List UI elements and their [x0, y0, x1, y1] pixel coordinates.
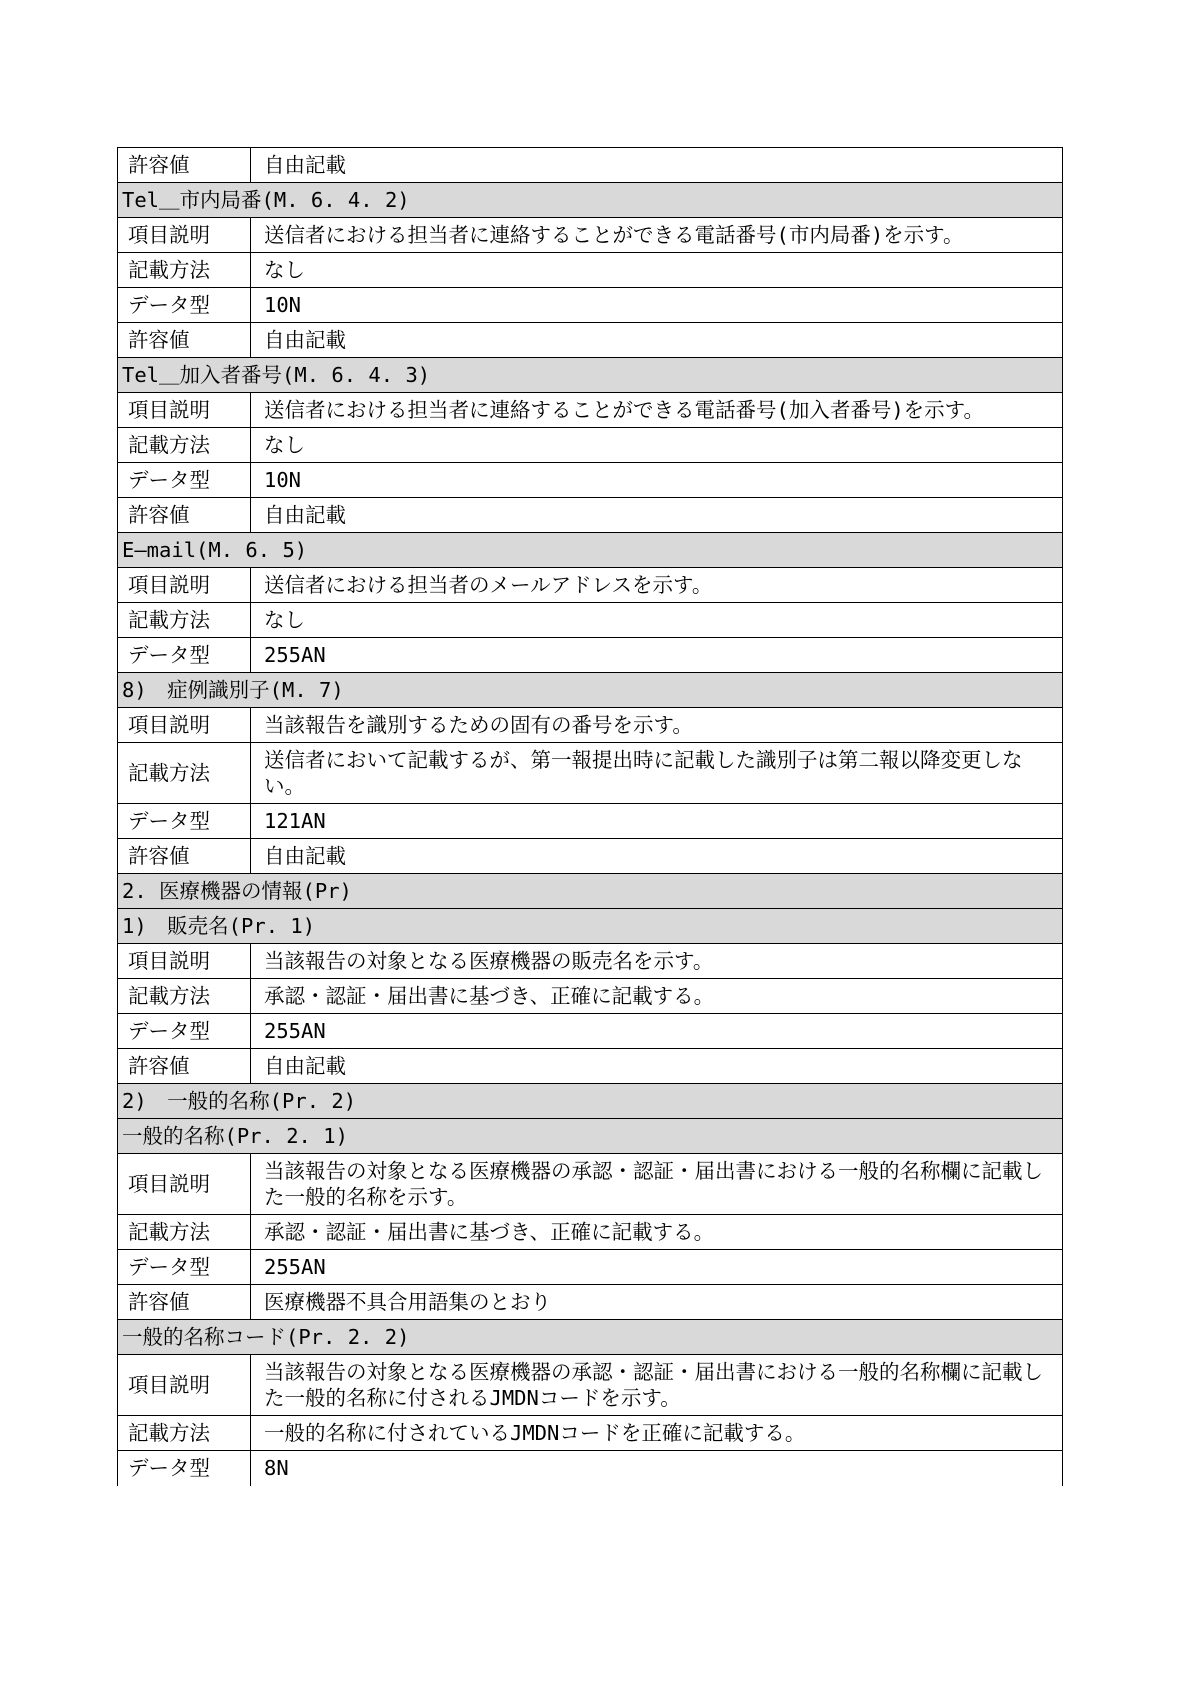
section-title: 1) 販売名(Pr. 1)	[118, 909, 1063, 944]
field-value: 121AN	[251, 804, 1063, 839]
field-label: 項目説明	[118, 1154, 251, 1215]
field-label: 記載方法	[118, 1215, 251, 1250]
field-label: データ型	[118, 804, 251, 839]
field-value: 送信者における担当者に連絡することができる電話番号(加入者番号)を示す。	[251, 393, 1063, 428]
field-label: 記載方法	[118, 253, 251, 288]
field-row	[118, 253, 1063, 288]
field-value: 承認・認証・届出書に基づき、正確に記載する。	[251, 979, 1063, 1014]
field-row	[118, 1355, 1063, 1416]
field-value: 送信者における担当者に連絡することができる電話番号(市内局番)を示す。	[251, 218, 1063, 253]
field-row	[118, 944, 1063, 979]
field-label: データ型	[118, 1014, 251, 1049]
section-header-row	[118, 183, 1063, 218]
field-row	[118, 1416, 1063, 1451]
field-label: 記載方法	[118, 1416, 251, 1451]
section-title: 2) 一般的名称(Pr. 2)	[118, 1084, 1063, 1119]
field-row	[118, 839, 1063, 874]
field-label: 記載方法	[118, 428, 251, 463]
field-label: 許容値	[118, 323, 251, 358]
field-label: 項目説明	[118, 568, 251, 603]
field-value: 自由記載	[251, 839, 1063, 874]
field-value: なし	[251, 428, 1063, 463]
field-label: 項目説明	[118, 944, 251, 979]
field-row	[118, 1154, 1063, 1215]
field-value: 一般的名称に付されているJMDNコードを正確に記載する。	[251, 1416, 1063, 1451]
field-label: データ型	[118, 463, 251, 498]
field-label: 記載方法	[118, 603, 251, 638]
field-value: なし	[251, 253, 1063, 288]
section-header-row	[118, 909, 1063, 944]
section-title: 一般的名称コード(Pr. 2. 2)	[118, 1320, 1063, 1355]
field-value: 255AN	[251, 1250, 1063, 1285]
field-row	[118, 393, 1063, 428]
field-value: 8N	[251, 1451, 1063, 1486]
field-value: 当該報告の対象となる医療機器の承認・認証・届出書における一般的名称欄に記載した一般的名称を示す。	[251, 1154, 1063, 1215]
field-row	[118, 1451, 1063, 1486]
section-header-row	[118, 1084, 1063, 1119]
field-label: データ型	[118, 1250, 251, 1285]
field-row	[118, 148, 1063, 183]
field-value: 当該報告の対象となる医療機器の販売名を示す。	[251, 944, 1063, 979]
field-row	[118, 979, 1063, 1014]
section-header-row	[118, 874, 1063, 909]
field-label: 許容値	[118, 1285, 251, 1320]
field-label: 許容値	[118, 498, 251, 533]
section-header-row	[118, 673, 1063, 708]
field-row	[118, 218, 1063, 253]
field-row	[118, 1215, 1063, 1250]
field-row	[118, 1014, 1063, 1049]
field-value: 当該報告を識別するための固有の番号を示す。	[251, 708, 1063, 743]
section-header-row	[118, 533, 1063, 568]
field-row	[118, 1285, 1063, 1320]
field-row	[118, 428, 1063, 463]
field-label: 許容値	[118, 839, 251, 874]
field-row	[118, 288, 1063, 323]
field-value: 10N	[251, 463, 1063, 498]
field-value: 自由記載	[251, 1049, 1063, 1084]
field-row	[118, 804, 1063, 839]
field-row	[118, 568, 1063, 603]
field-label: 項目説明	[118, 1355, 251, 1416]
section-title: 2. 医療機器の情報(Pr)	[118, 874, 1063, 909]
field-label: データ型	[118, 1451, 251, 1486]
field-row	[118, 638, 1063, 673]
field-label: 許容値	[118, 1049, 251, 1084]
field-value: 自由記載	[251, 323, 1063, 358]
field-row	[118, 603, 1063, 638]
specification-table	[117, 147, 1063, 1486]
field-row	[118, 1049, 1063, 1084]
field-row	[118, 743, 1063, 804]
field-value: 当該報告の対象となる医療機器の承認・認証・届出書における一般的名称欄に記載した一般的名称に付されるJMDNコードを示す。	[251, 1355, 1063, 1416]
field-label: 項目説明	[118, 708, 251, 743]
field-value: 送信者における担当者のメールアドレスを示す。	[251, 568, 1063, 603]
field-label: 記載方法	[118, 979, 251, 1014]
field-value: 255AN	[251, 1014, 1063, 1049]
field-label: 許容値	[118, 148, 251, 183]
field-value: 自由記載	[251, 498, 1063, 533]
field-row	[118, 463, 1063, 498]
section-title: 一般的名称(Pr. 2. 1)	[118, 1119, 1063, 1154]
section-title: E―mail(M. 6. 5)	[118, 533, 1063, 568]
field-label: データ型	[118, 638, 251, 673]
field-label: データ型	[118, 288, 251, 323]
field-value: 自由記載	[251, 148, 1063, 183]
section-title: Tel＿市内局番(M. 6. 4. 2)	[118, 183, 1063, 218]
field-value: なし	[251, 603, 1063, 638]
field-value: 255AN	[251, 638, 1063, 673]
field-row	[118, 708, 1063, 743]
specification-table-body	[118, 148, 1063, 1486]
field-row	[118, 1250, 1063, 1285]
field-value: 送信者において記載するが、第一報提出時に記載した識別子は第二報以降変更しない。	[251, 743, 1063, 804]
field-label: 記載方法	[118, 743, 251, 804]
field-value: 承認・認証・届出書に基づき、正確に記載する。	[251, 1215, 1063, 1250]
field-value: 医療機器不具合用語集のとおり	[251, 1285, 1063, 1320]
section-header-row	[118, 1320, 1063, 1355]
section-header-row	[118, 1119, 1063, 1154]
field-row	[118, 498, 1063, 533]
field-label: 項目説明	[118, 393, 251, 428]
field-value: 10N	[251, 288, 1063, 323]
section-title: Tel＿加入者番号(M. 6. 4. 3)	[118, 358, 1063, 393]
section-header-row	[118, 358, 1063, 393]
section-title: 8) 症例識別子(M. 7)	[118, 673, 1063, 708]
field-row	[118, 323, 1063, 358]
field-label: 項目説明	[118, 218, 251, 253]
